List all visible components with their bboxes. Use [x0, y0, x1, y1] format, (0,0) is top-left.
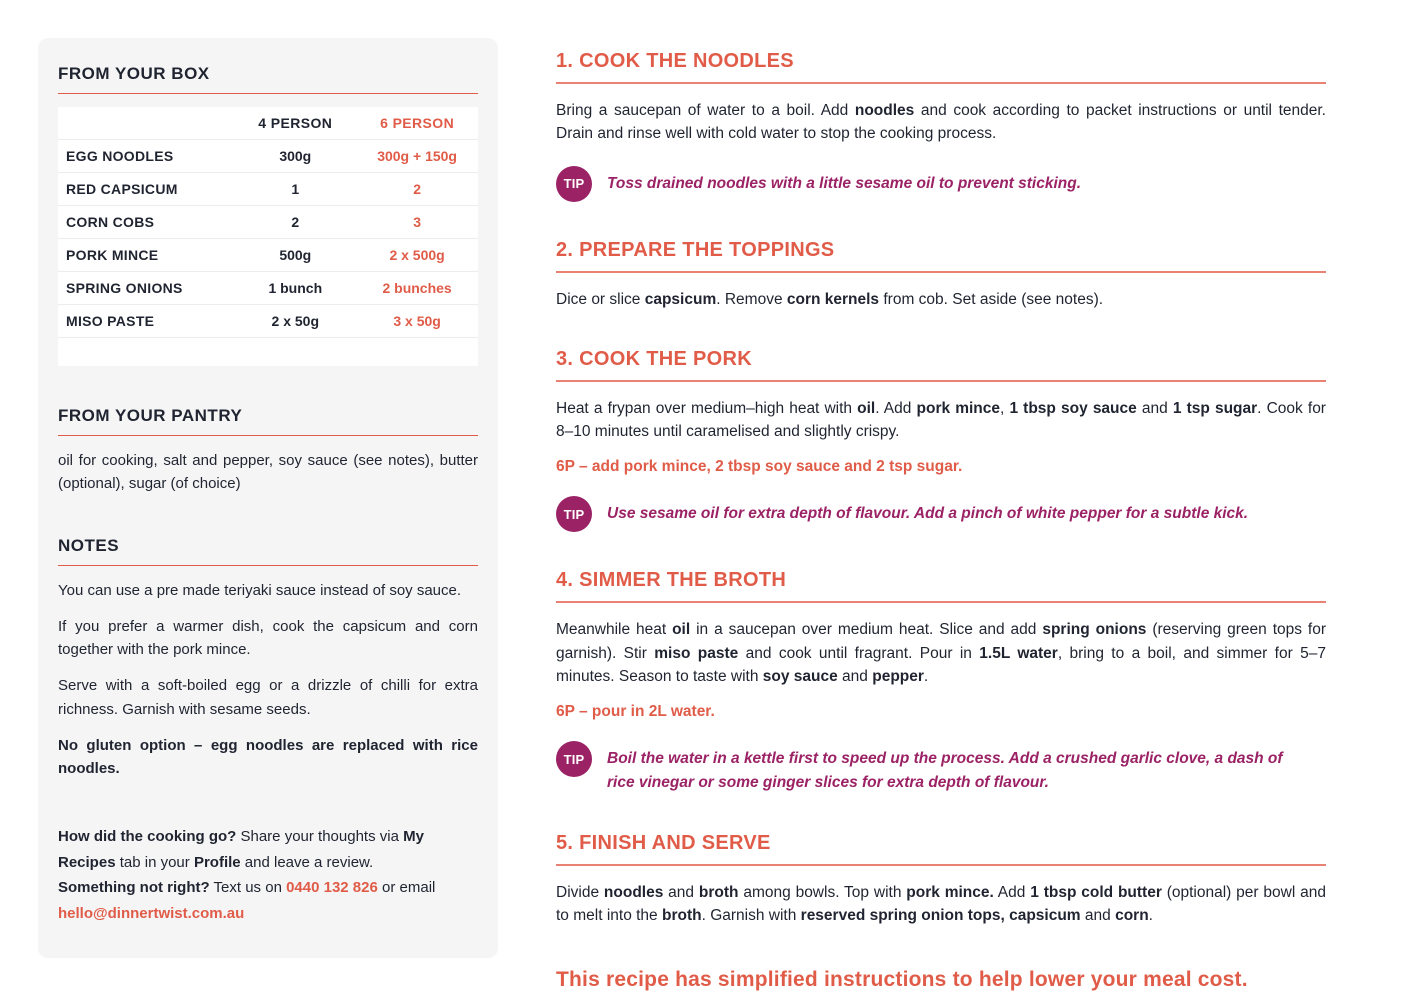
from-your-pantry-heading: FROM YOUR PANTRY — [58, 406, 478, 436]
step-4-simmer-the-broth — [556, 569, 1326, 795]
pantry-section — [58, 406, 478, 496]
ingredient-name: CORN COBS — [66, 214, 155, 230]
ingredients-table-container — [58, 107, 478, 366]
ingredient-6p-qty: 2 — [413, 181, 421, 197]
closing-statement: This recipe has simplified instructions to help lower your meal cost. — [556, 967, 1248, 991]
ingredients-sidebar — [38, 38, 498, 958]
step-heading: 5. FINISH AND SERVE — [556, 832, 1326, 866]
table-row — [58, 140, 478, 173]
ingredient-6p-qty: 3 x 50g — [393, 313, 441, 329]
tip-callout — [556, 166, 1326, 202]
table-row — [58, 239, 478, 272]
table-row — [58, 206, 478, 239]
step-body: Heat a frypan over medium–high heat with oil. Add pork mince, 1 tbsp soy sauce and 1 tsp sugar. Cook for 8–10 minutes until caramelised and slightly crispy. — [556, 399, 1326, 440]
ingredient-6p-qty: 2 x 500g — [389, 247, 445, 263]
table-header-row — [58, 107, 478, 140]
step-3-cook-the-pork — [556, 348, 1326, 533]
step-body: Meanwhile heat oil in a saucepan over medium heat. Slice and add spring onions (reserving green tops for garnish). Stir miso paste and cook until fragrant. Pour in 1.5L water, bring to a boil, and simmer for 5–7 minutes. Season to taste with soy sauce and pepper. — [556, 621, 1327, 685]
step-heading: 1. COOK THE NOODLES — [556, 50, 1326, 84]
notes-section — [58, 536, 478, 781]
ingredient-name: MISO PASTE — [66, 313, 155, 329]
tip-badge-icon: TIP — [556, 166, 592, 202]
ingredient-name: RED CAPSICUM — [66, 181, 178, 197]
tip-badge-icon: TIP — [556, 741, 592, 777]
tip-badge-icon: TIP — [556, 496, 592, 532]
tip-text: Toss drained noodles with a little sesame oil to prevent sticking. — [607, 174, 1082, 192]
feedback-footer — [58, 824, 478, 926]
table-row — [58, 272, 478, 305]
ingredient-name: PORK MINCE — [66, 247, 159, 263]
ingredient-4p-qty: 2 — [291, 214, 300, 230]
ingredient-4p-qty: 1 bunch — [268, 280, 323, 296]
ingredients-table — [58, 107, 478, 338]
six-person-variation: 6P – pour in 2L water. — [556, 703, 715, 720]
from-your-box-heading: FROM YOUR BOX — [58, 64, 478, 94]
note-paragraph: You can use a pre made teriyaki sauce instead of soy sauce. — [58, 581, 462, 599]
note-paragraph-no-gluten: No gluten option – egg noodles are replaced with rice noodles. — [58, 736, 478, 777]
step-body: Bring a saucepan of water to a boil. Add noodles and cook according to packet instructions or until tender. Drain and rinse well with cold water to stop the cooking process. — [556, 102, 1326, 143]
tip-callout — [556, 496, 1326, 532]
ingredient-6p-qty: 300g + 150g — [377, 148, 457, 164]
step-1-cook-the-noodles — [556, 50, 1326, 202]
ingredient-4p-qty: 500g — [279, 247, 312, 263]
ingredient-6p-qty: 2 bunches — [382, 280, 452, 296]
note-paragraph: Serve with a soft-boiled egg or a drizzle of chilli for extra richness. Garnish with sesame seeds. — [58, 677, 478, 718]
feedback-text: How did the cooking go? Share your thoughts via My Recipes tab in your Profile and leave a review. — [58, 828, 424, 871]
tip-callout — [556, 741, 1326, 795]
ingredient-4p-qty: 1 — [291, 181, 300, 197]
pantry-text: oil for cooking, salt and pepper, soy sauce (see notes), butter (optional), sugar (of choice) — [58, 452, 478, 493]
step-body: Dice or slice capsicum. Remove corn kernels from cob. Set aside (see notes). — [556, 290, 1104, 308]
note-paragraph: If you prefer a warmer dish, cook the capsicum and corn together with the pork mince. — [58, 617, 478, 658]
ingredient-name: SPRING ONIONS — [66, 280, 183, 296]
ingredient-name: EGG NOODLES — [66, 148, 174, 164]
header-ingredient-blank — [58, 107, 234, 140]
notes-heading: NOTES — [58, 536, 478, 566]
step-heading: 2. PREPARE THE TOPPINGS — [556, 239, 1326, 273]
table-row — [58, 173, 478, 206]
table-row — [58, 305, 478, 338]
tip-text: Boil the water in a kettle first to speed up the process. Add a crushed garlic clove, a dash of rice vinegar or some ginger slices for extra depth of flavour. — [607, 750, 1283, 792]
ingredient-6p-qty: 3 — [413, 214, 421, 230]
recipe-steps — [556, 38, 1326, 992]
tip-text: Use sesame oil for extra depth of flavour. Add a pinch of white pepper for a subtle kick. — [607, 505, 1249, 523]
step-heading: 3. COOK THE PORK — [556, 348, 1326, 382]
contact-text[interactable]: Something not right? Text us on 0440 132 826 or email hello@dinnertwist.com.au — [58, 879, 436, 922]
header-4-person: 4 PERSON — [258, 115, 333, 131]
step-body: Divide noodles and broth among bowls. Top with pork mince. Add 1 tbsp cold butter (optional) per bowl and to melt into the broth. Garnish with reserved spring onion tops, capsicum and corn. — [556, 884, 1326, 925]
step-heading: 4. SIMMER THE BROTH — [556, 569, 1326, 603]
header-6-person: 6 PERSON — [380, 115, 455, 131]
ingredient-4p-qty: 300g — [279, 148, 312, 164]
step-2-prepare-the-toppings — [556, 239, 1326, 311]
step-5-finish-and-serve — [556, 832, 1326, 928]
ingredient-4p-qty: 2 x 50g — [271, 313, 320, 329]
six-person-variation: 6P – add pork mince, 2 tbsp soy sauce and 2 tsp sugar. — [556, 458, 963, 476]
